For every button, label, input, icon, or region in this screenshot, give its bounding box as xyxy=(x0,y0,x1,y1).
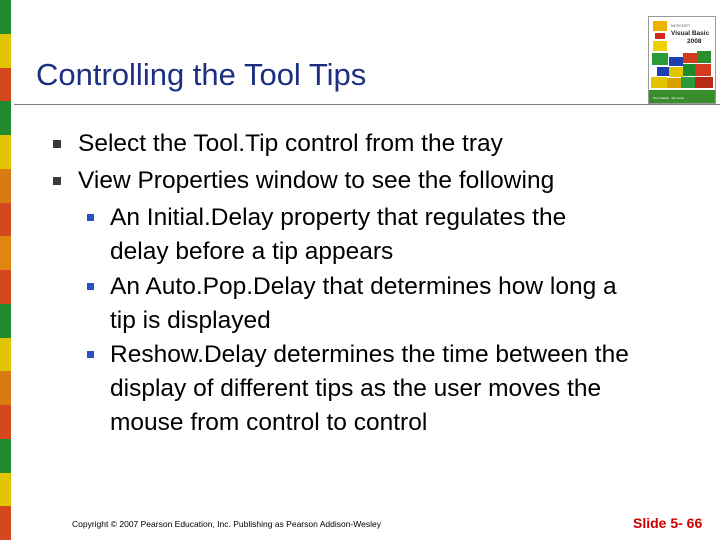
sub-bullet-marker xyxy=(87,214,94,221)
sub-bullet-text: delay before a tip appears xyxy=(110,238,394,265)
sub-bullet-marker xyxy=(87,351,94,358)
sub-bullet-text: An Initial.Delay property that regulates the xyxy=(110,204,567,231)
bullet-marker xyxy=(53,140,61,148)
sub-bullet-text: An Auto.Pop.Delay that determines how long a xyxy=(110,273,617,300)
sub-bullet-text: display of different tips as the user moves the xyxy=(110,375,602,402)
bullet-text: View Properties window to see the following xyxy=(78,167,555,194)
bullet-marker xyxy=(53,177,61,185)
sub-bullet-text: tip is displayed xyxy=(110,307,271,334)
footer-copyright: Copyright © 2007 Pearson Education, Inc. Publishing as Pearson Addison-Wesley xyxy=(72,519,381,529)
svg-text:Tom Gaddis · Kip Irvine: Tom Gaddis · Kip Irvine xyxy=(653,96,685,100)
slide-number: Slide 5- 66 xyxy=(633,515,703,531)
bullet-text: Select the Tool.Tip control from the tray xyxy=(78,130,503,157)
sub-bullet-marker xyxy=(87,283,94,290)
sub-bullet-text: Reshow.Delay determines the time between the xyxy=(110,341,629,368)
book-year-text: 2008 xyxy=(687,38,702,45)
svg-text:MICROSOFT: MICROSOFT xyxy=(671,24,691,28)
book-brand-text: Visual Basic xyxy=(671,30,710,37)
slide-title: Controlling the Tool Tips xyxy=(36,57,367,92)
sub-bullet-text: mouse from control to control xyxy=(110,409,428,436)
